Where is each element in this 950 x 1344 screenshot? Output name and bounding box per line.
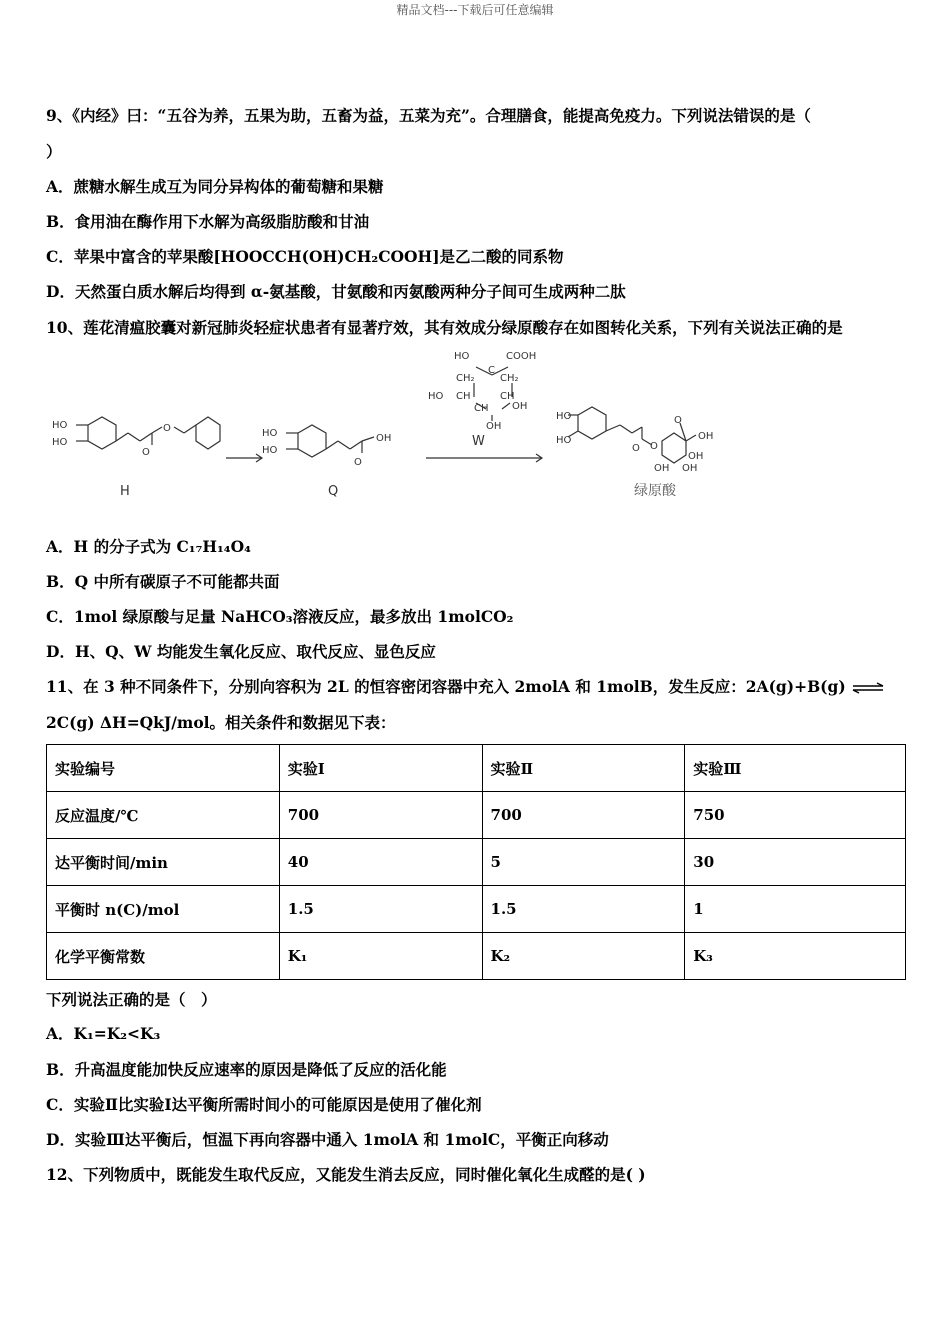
q9-stem: 9、《内经》曰：“五谷为养，五果为助，五畜为益，五菜为充”。合理膳食，能提高免疫力。下列说法错误的是（ (46, 106, 811, 125)
label-q: Q (328, 484, 339, 499)
table-cell: 5 (482, 839, 685, 886)
label-product: 绿原酸 (634, 483, 676, 499)
q-ho-2: HO (262, 445, 278, 456)
q10-option-c: C．1mol 绿原酸与足量 NaHCO₃溶液反应，最多放出 1molCO₂ (46, 607, 514, 626)
q-oh: OH (376, 433, 392, 444)
table-cell: 750 (685, 792, 906, 839)
table-header-cell: 实验Ⅰ (279, 745, 482, 792)
h-ho-2: HO (52, 437, 68, 448)
w-oh-1: OH (512, 401, 528, 412)
p-carboxyl-oh: OH (698, 431, 714, 442)
table-cell: 1.5 (279, 886, 482, 933)
w-cooh: COOH (506, 351, 537, 362)
table-cell: K₁ (279, 933, 482, 980)
q10-option-b: B．Q 中所有碳原子不可能都共面 (46, 572, 280, 591)
p-ester-o: O (650, 441, 658, 452)
p-carbonyl-o: O (632, 443, 640, 454)
p-oh-1: OH (688, 451, 704, 462)
reaction-scheme (46, 345, 906, 510)
table-cell: 反应温度/℃ (47, 792, 280, 839)
p-oh-2: OH (654, 463, 670, 474)
h-ester-o: O (163, 423, 171, 434)
table-cell: 1.5 (482, 886, 685, 933)
page-header: 精品文档---下载后可任意编辑 (396, 3, 554, 17)
q9-option-a: A．蔗糖水解生成互为同分异构体的葡萄糖和果糖 (46, 177, 384, 196)
table-row (47, 933, 906, 980)
h-benzene-ring (88, 417, 116, 449)
q11-option-b: B．升高温度能加快反应速率的原因是降低了反应的活化能 (46, 1060, 447, 1079)
table-header-cell: 实验Ⅱ (482, 745, 685, 792)
q10-option-a: A．H 的分子式为 C₁₇H₁₄O₄ (46, 537, 251, 556)
w-oh-2: OH (486, 421, 502, 432)
q9-stem-cont: ） (46, 142, 62, 161)
q11-option-c: C．实验Ⅱ比实验Ⅰ达平衡所需时间小的可能原因是使用了催化剂 (46, 1095, 482, 1114)
table-header-cell: 实验Ⅲ (685, 745, 906, 792)
q12-stem: 12、下列物质中，既能发生取代反应，又能发生消去反应，同时催化氧化生成醛的是( ) (46, 1165, 646, 1184)
w-ch-2: CH (500, 391, 515, 402)
equilibrium-arrow-icon (851, 682, 885, 694)
q11-stem (46, 675, 885, 697)
table-row (47, 792, 906, 839)
q-ho-1: HO (262, 428, 278, 439)
p-ho-2: HO (556, 435, 572, 446)
w-ho: HO (454, 351, 470, 362)
product-benzene-ring (578, 407, 606, 439)
q11-option-a: A．K₁=K₂<K₃ (46, 1024, 161, 1043)
w-ch2-2: CH₂ (500, 373, 519, 384)
w-c: C (488, 365, 495, 376)
table-cell: 700 (482, 792, 685, 839)
p-carboxyl-o: O (674, 415, 682, 426)
table-header-cell: 实验编号 (47, 745, 280, 792)
table-row (47, 839, 906, 886)
table-cell: 40 (279, 839, 482, 886)
q-benzene-ring (298, 425, 326, 457)
h-phenyl-ring (196, 417, 220, 449)
q10-stem: 10、莲花清瘟胶囊对新冠肺炎轻症状患者有显著疗效，其有效成分绿原酸存在如图转化关系，下列有关说法正确的是 (46, 318, 843, 337)
w-ch2-1: CH₂ (456, 373, 475, 384)
p-ho-1: HO (556, 411, 572, 422)
table-cell: 30 (685, 839, 906, 886)
q9-option-c: C．苹果中富含的苹果酸[HOOCCH(OH)CH₂COOH]是乙二酸的同系物 (46, 247, 564, 266)
h-ho-1: HO (52, 420, 68, 431)
q9-option-b: B．食用油在酶作用下水解为高级脂肪酸和甘油 (46, 212, 370, 231)
w-ch-3: CH (474, 403, 489, 414)
h-carbonyl-o: O (142, 447, 150, 458)
table-cell: 平衡时 n(C)/mol (47, 886, 280, 933)
p-oh-3: OH (682, 463, 698, 474)
w-ho-2: HO (428, 391, 444, 402)
label-h: H (120, 484, 130, 499)
product-cyclohexane-ring (662, 433, 686, 463)
q11-option-d: D．实验Ⅲ达平衡后，恒温下再向容器中通入 1molA 和 1molC，平衡正向移动 (46, 1130, 609, 1149)
reaction-scheme-svg (46, 345, 906, 510)
q9-option-d: D．天然蛋白质水解后均得到 α-氨基酸，甘氨酸和丙氨酸两种分子间可生成两种二肽 (46, 282, 626, 301)
q-carbonyl-o: O (354, 457, 362, 468)
table-cell: 达平衡时间/min (47, 839, 280, 886)
table-cell: 化学平衡常数 (47, 933, 280, 980)
experiment-table (46, 744, 906, 980)
w-ch-1: CH (456, 391, 471, 402)
table-cell: K₂ (482, 933, 685, 980)
q11-stem-cont: 2C(g) ΔH=QkJ/mol。相关条件和数据见下表： (46, 713, 396, 732)
table-header-row (47, 745, 906, 792)
table-cell: 700 (279, 792, 482, 839)
q10-option-d: D．H、Q、W 均能发生氧化反应、取代反应、显色反应 (46, 642, 436, 661)
table-cell: K₃ (685, 933, 906, 980)
table-row (47, 886, 906, 933)
label-w: W (472, 434, 485, 449)
q11-question: 下列说法正确的是（ ） (46, 990, 217, 1009)
q11-stem-text: 11、在 3 种不同条件下，分别向容积为 2L 的恒容密闭容器中充入 2molA 和 1molB，发生反应：2A(g)+B(g) (46, 677, 846, 696)
table-cell: 1 (685, 886, 906, 933)
